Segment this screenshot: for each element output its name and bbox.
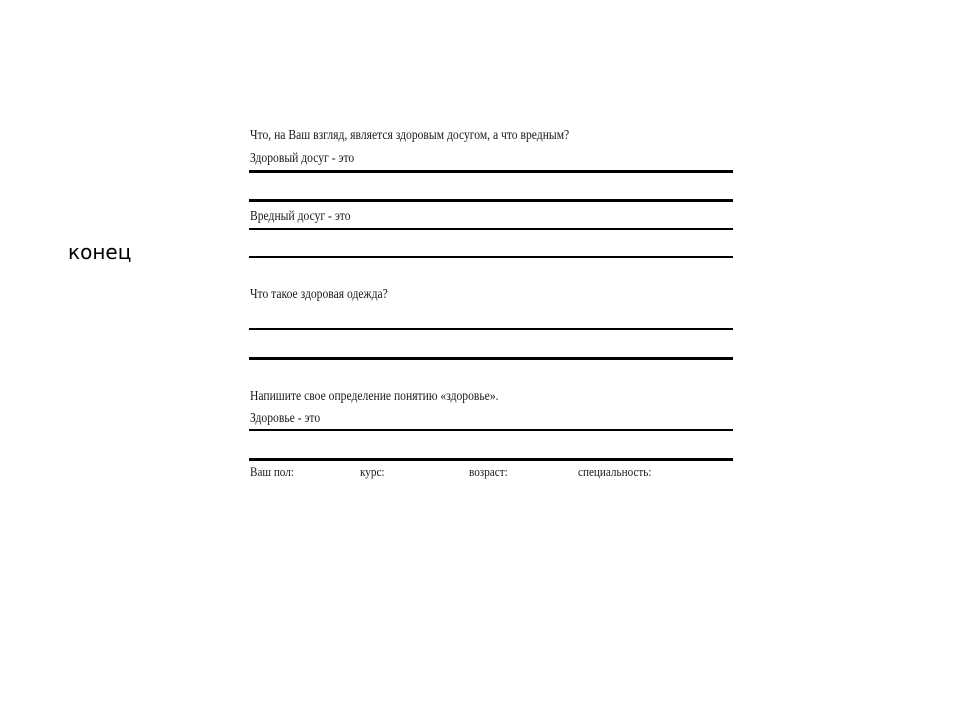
specialty-label: специальность:: [578, 464, 652, 479]
health-prompt: Здоровье - это: [250, 410, 321, 425]
healthy-leisure-prompt: Здоровый досуг - это: [250, 150, 355, 165]
question-healthy-clothing: Что такое здоровая одежда?: [250, 286, 388, 301]
answer-line: [249, 328, 733, 330]
questionnaire-form: [249, 125, 733, 485]
gender-label: Ваш пол:: [250, 464, 294, 479]
question-leisure: Что, на Ваш взгляд, является здоровым досугом, а что вредным?: [250, 127, 570, 142]
end-label: конец: [68, 240, 132, 264]
harmful-leisure-prompt: Вредный досуг - это: [250, 208, 351, 223]
answer-line: [249, 429, 733, 431]
answer-line: [249, 256, 733, 258]
course-label: курс:: [360, 464, 385, 479]
answer-line: [249, 199, 733, 202]
answer-line: [249, 228, 733, 230]
answer-line: [249, 458, 733, 461]
question-health-definition: Напишите свое определение понятию «здоровье».: [250, 388, 499, 403]
answer-line: [249, 170, 733, 173]
age-label: возраст:: [469, 464, 508, 479]
answer-line: [249, 357, 733, 360]
